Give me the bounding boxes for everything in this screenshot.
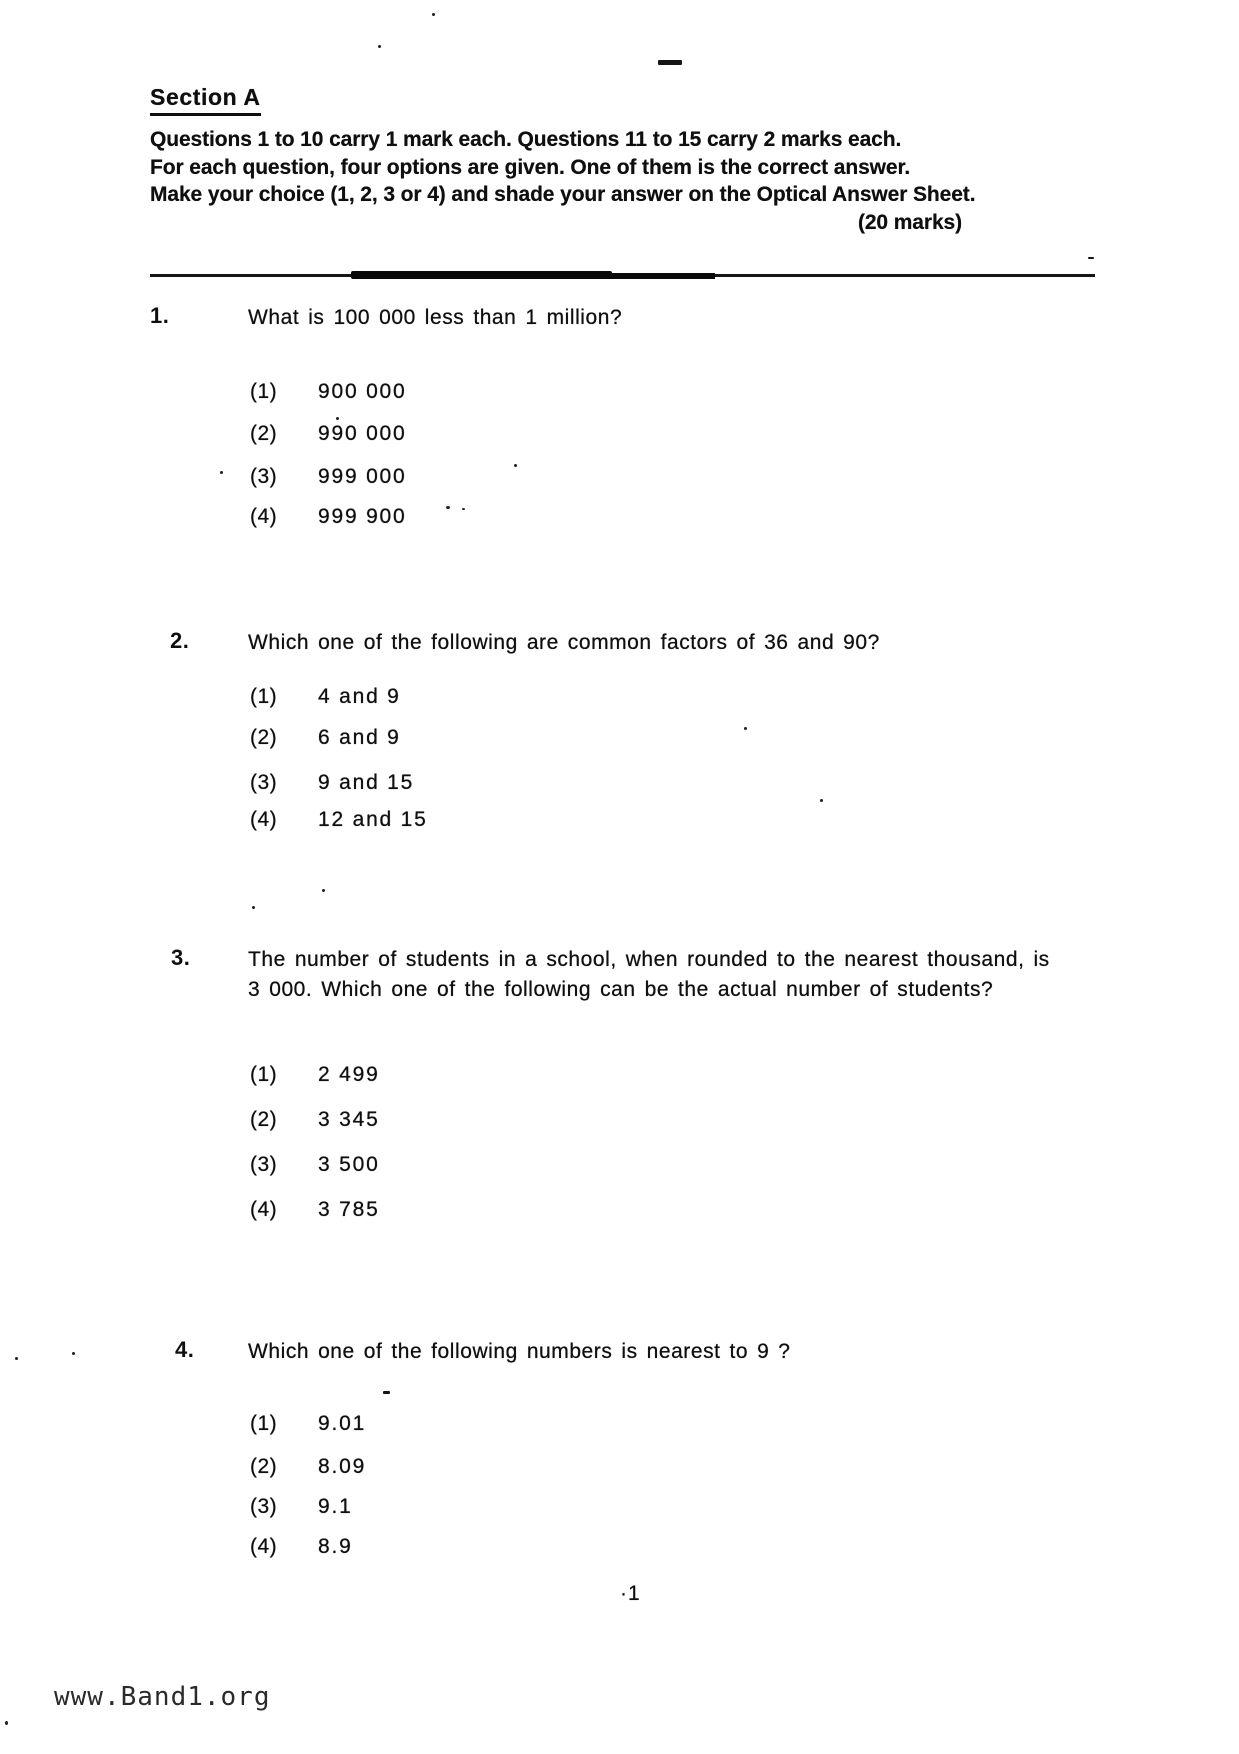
question-number: 1. — [150, 303, 170, 328]
question-number: 4. — [175, 1337, 195, 1362]
scan-speck — [15, 1357, 18, 1360]
page-number: ·1 — [620, 1582, 641, 1605]
question-stem: Which one of the following numbers is nearest to 9 ? — [248, 1340, 791, 1363]
question-stem: Which one of the following are common factors of 36 and 90? — [248, 631, 880, 654]
option-value: 3 345 — [318, 1108, 380, 1131]
option-marker: (3) — [250, 771, 278, 794]
scan-speck — [383, 1391, 390, 1394]
option-value: 3 785 — [318, 1198, 380, 1221]
option-marker: (2) — [250, 422, 278, 445]
option-value: 2 499 — [318, 1063, 380, 1086]
option-value: 9.01 — [318, 1412, 367, 1435]
instruction-line-3: Make your choice (1, 2, 3 or 4) and shade your answer on the Optical Answer Sheet. — [150, 183, 976, 206]
scan-speck — [336, 417, 339, 420]
marks-note: (20 marks) — [857, 210, 962, 234]
option-marker: (4) — [250, 505, 278, 528]
option-value: 990 000 — [318, 422, 407, 445]
option-value: 3 500 — [318, 1153, 380, 1176]
scan-speck — [378, 45, 381, 48]
scan-speck — [744, 727, 747, 730]
scan-speck — [462, 508, 465, 510]
option-marker: (1) — [250, 380, 278, 403]
option-marker: (1) — [250, 685, 278, 708]
section-title: Section A — [150, 84, 261, 116]
question-stem — [248, 945, 1050, 1005]
instructions-block — [150, 126, 976, 236]
scan-speck — [252, 906, 255, 909]
scan-speck — [220, 471, 223, 474]
scan-speck — [432, 13, 435, 16]
option-marker: (3) — [250, 1153, 278, 1176]
scan-speck — [514, 464, 517, 467]
option-value: 8.9 — [318, 1535, 353, 1558]
question-stem: What is 100 000 less than 1 million? — [248, 306, 623, 329]
option-marker: (3) — [250, 465, 278, 488]
option-marker: (3) — [250, 1495, 278, 1518]
option-value: 8.09 — [318, 1455, 367, 1478]
instruction-line-2: For each question, four options are given. One of them is the correct answer. — [150, 155, 911, 179]
option-value: 900 000 — [318, 380, 407, 403]
option-marker: (4) — [250, 808, 278, 831]
watermark-text: www.Band1.org — [54, 1682, 271, 1712]
scan-speck — [72, 1352, 75, 1355]
option-marker: (4) — [250, 1535, 278, 1558]
option-value: 999 000 — [318, 465, 407, 488]
stem-line-1: The number of students in a school, when rounded to the nearest thousand, is — [248, 948, 1050, 971]
option-marker: (4) — [250, 1198, 278, 1221]
scan-speck — [446, 506, 450, 509]
question-number: 2. — [170, 628, 190, 653]
option-value: 12 and 15 — [318, 808, 428, 831]
option-marker: (1) — [250, 1063, 278, 1086]
option-marker: (2) — [250, 1108, 278, 1131]
instruction-line-1: Questions 1 to 10 carry 1 mark each. Questions 11 to 15 carry 2 marks each. — [150, 128, 902, 151]
option-marker: (1) — [250, 1412, 278, 1435]
option-value: 4 and 9 — [318, 685, 401, 708]
stem-line-2: 3 000. Which one of the following can be the actual number of students? — [248, 978, 994, 1001]
option-value: 6 and 9 — [318, 726, 401, 749]
scan-speck — [658, 60, 682, 65]
option-marker: (2) — [250, 1455, 278, 1478]
divider-rule — [150, 274, 1095, 277]
option-marker: (2) — [250, 726, 278, 749]
option-value: 9.1 — [318, 1495, 353, 1518]
option-value: 999 900 — [318, 505, 407, 528]
option-value: 9 and 15 — [318, 771, 415, 794]
question-number: 3. — [171, 945, 191, 970]
scan-speck — [1088, 257, 1094, 259]
scan-speck — [820, 799, 823, 802]
scan-speck — [5, 1721, 8, 1725]
scan-speck — [322, 889, 325, 892]
